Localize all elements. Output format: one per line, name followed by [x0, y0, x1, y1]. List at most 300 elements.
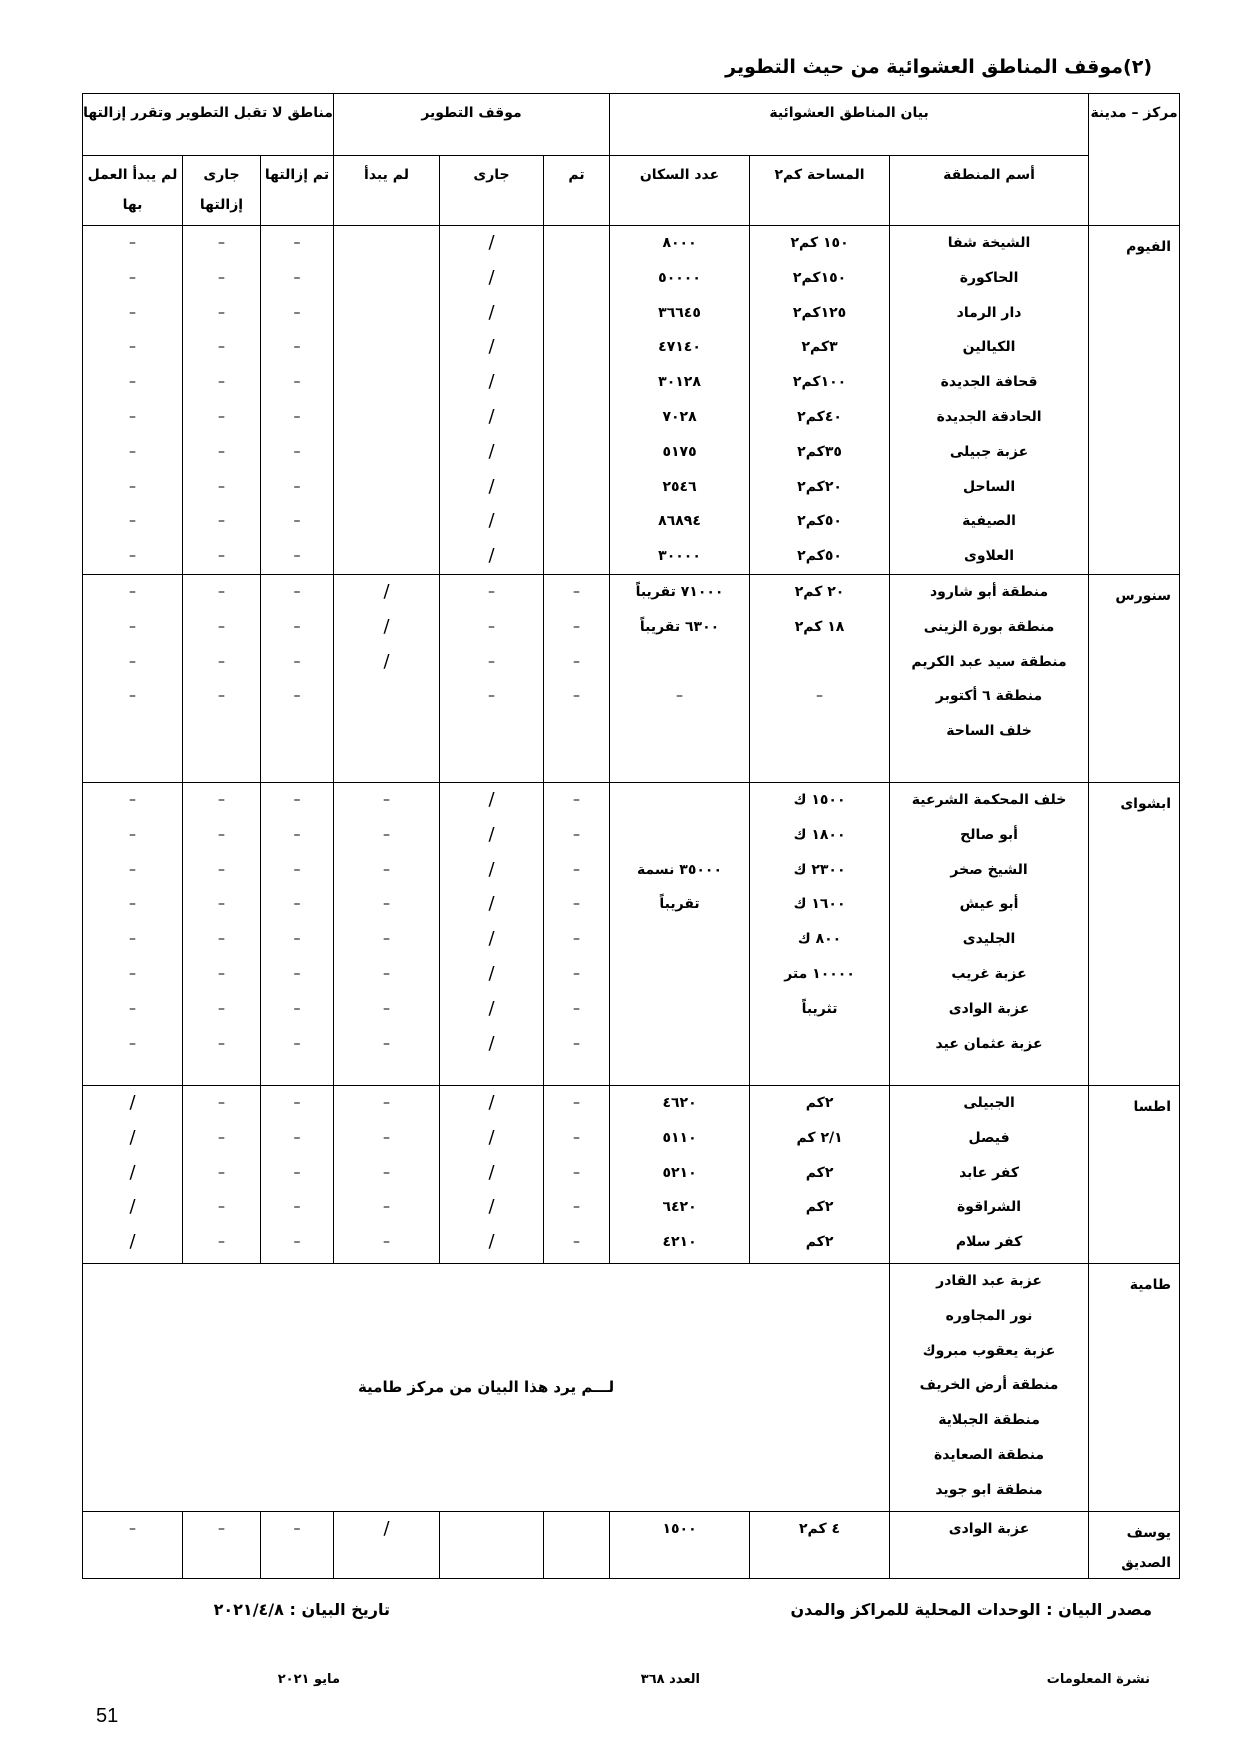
cell-removed: – [293, 235, 301, 251]
cell-work_not_started: – [129, 896, 136, 913]
header-not-developable: مناطق لا تقبل التطوير وتقرر إزالتها [83, 94, 334, 156]
cell-ongoing: / [488, 336, 495, 358]
cell-done: – [573, 896, 581, 913]
cell-work_not_started: – [129, 618, 136, 635]
work-not-started-column [83, 1511, 183, 1578]
cell-work_not_started: – [129, 443, 136, 460]
area-size-column [750, 574, 890, 782]
cell-done: – [573, 861, 581, 878]
cell-removed: – [293, 653, 301, 670]
cell-done: – [573, 1094, 581, 1111]
cell-areas: ١٦٠٠ ك [793, 896, 846, 913]
population-column [610, 574, 750, 782]
cell-removing: – [218, 931, 225, 948]
header-slum-info: بيان المناطق العشوائية [610, 94, 1089, 156]
cell-removing: – [218, 965, 225, 982]
header-ongoing: جارى [440, 156, 544, 226]
removed-column [261, 1511, 334, 1578]
cell-removing: – [218, 1199, 225, 1216]
cell-ongoing: / [488, 1126, 495, 1148]
cell-done [544, 470, 609, 505]
cell-work_not_started: – [129, 478, 136, 495]
work-not-started-column [83, 574, 183, 782]
cell-not_started [334, 470, 439, 505]
cell-not_started: – [383, 826, 390, 843]
cell-areas: ٤٠كم٢ [797, 408, 842, 425]
area-name-column [890, 574, 1089, 782]
cell-not_started [334, 365, 439, 400]
cell-areas: ٢كم [805, 1234, 834, 1251]
cell-areas: ٤ كم٢ [799, 1520, 841, 1537]
cell-done [544, 435, 609, 470]
cell-pops: ٤٦٢٠ [662, 1094, 697, 1111]
area-size-column [750, 226, 890, 575]
cell-work_not_started: – [129, 826, 136, 843]
cell-ongoing [440, 1512, 543, 1547]
cell-removed: – [293, 583, 301, 600]
header-removed: تم إزالتها [261, 156, 334, 226]
cell-ongoing: / [488, 1091, 495, 1113]
cell-areas [750, 714, 889, 749]
cell-areas [750, 1027, 889, 1062]
cell-names: منطقة أبو شارود [929, 583, 1049, 600]
not-started-column [334, 1511, 440, 1578]
group-sinnuris [83, 574, 1180, 782]
cell-names: الصيفية [962, 513, 1016, 530]
cell-areas: ٥٠كم٢ [797, 513, 842, 530]
cell-removed: – [293, 408, 301, 425]
cell-removing: – [218, 374, 225, 391]
cell-names: عزبة الوادى [948, 1000, 1030, 1017]
group-ibshaway [83, 782, 1180, 1085]
cell-removed: – [293, 688, 301, 705]
cell-pops: ٥١١٠ [662, 1129, 697, 1146]
area-name-column [890, 1511, 1089, 1578]
cell-removing: – [218, 653, 225, 670]
not-started-column [334, 782, 440, 1085]
cell-names: نور المجاوره [945, 1307, 1033, 1324]
cell-done [544, 261, 609, 296]
cell-done: – [573, 583, 581, 600]
cell-work_not_started: – [129, 861, 136, 878]
cell-areas: ٢كم [805, 1094, 834, 1111]
area-size-column [750, 1085, 890, 1263]
cell-pops: ٥٠٠٠٠ [658, 269, 701, 286]
cell-pops [610, 783, 749, 818]
cell-names: العلاوى [963, 548, 1015, 565]
cell-areas: ١٨٠٠ ك [793, 826, 846, 843]
cell-removed: – [293, 339, 301, 356]
cell-removed: – [293, 1035, 301, 1052]
cell-areas: تثريباً [801, 1000, 838, 1017]
cell-removing: – [218, 408, 225, 425]
cell-pops: ٤٢١٠ [662, 1234, 697, 1251]
group-fayoum [83, 226, 1180, 575]
cell-ongoing: / [488, 232, 495, 253]
city-cell: ابشواى [1089, 782, 1180, 1085]
cell-removed [261, 714, 333, 749]
cell-removed: – [293, 1129, 301, 1146]
cell-ongoing: / [488, 545, 495, 567]
cell-removing: – [218, 1094, 225, 1111]
cell-work_not_started: / [129, 1091, 136, 1113]
cell-work_not_started: – [129, 965, 136, 982]
cell-not_started [334, 539, 439, 574]
cell-not_started: – [383, 896, 390, 913]
cell-work_not_started: – [129, 408, 136, 425]
city-cell: اطسا [1089, 1085, 1180, 1263]
cell-pops: ٣٦٦٤٥ [658, 304, 701, 321]
cell-pops: ٤٧١٤٠ [658, 339, 701, 356]
cell-ongoing: / [488, 371, 495, 393]
page-number: 51 [96, 1705, 119, 1727]
cell-removed: – [293, 374, 301, 391]
cell-not_started: – [383, 861, 390, 878]
cell-ongoing: / [488, 858, 495, 880]
cell-work_not_started: / [129, 1126, 136, 1148]
cell-areas: – [816, 688, 824, 705]
cell-removed: – [293, 478, 301, 495]
group-yusuf [83, 1511, 1180, 1578]
removing-column [183, 574, 261, 782]
cell-areas: ١٨ كم٢ [794, 618, 845, 635]
cell-names: أبو عيش [959, 896, 1019, 913]
ongoing-column [440, 226, 544, 575]
header-done: تم [544, 156, 610, 226]
cell-removing: – [218, 269, 225, 286]
cell-done: – [573, 1234, 581, 1251]
cell-work_not_started: – [129, 513, 136, 530]
cell-removed: – [293, 931, 301, 948]
cell-not_started: – [383, 1234, 390, 1251]
city-cell: يوسف الصديق [1089, 1511, 1180, 1578]
removed-column [261, 226, 334, 575]
cell-done [544, 714, 609, 749]
cell-work_not_started: / [129, 1161, 136, 1183]
cell-removed: – [293, 791, 301, 808]
cell-removed: – [293, 1000, 301, 1017]
done-column [544, 574, 610, 782]
cell-removed: – [293, 861, 301, 878]
cell-done: – [573, 1199, 581, 1216]
cell-removed: – [293, 965, 301, 982]
cell-ongoing: / [488, 893, 495, 915]
cell-names: أبو صالح [960, 826, 1018, 843]
cell-ongoing: / [488, 788, 495, 810]
cell-names: منطقة أرض الخريف [919, 1377, 1059, 1394]
header-dev-status: موقف التطوير [334, 94, 610, 156]
cell-pops: ٨٦٨٩٤ [658, 513, 701, 530]
cell-pops [610, 818, 749, 853]
cell-pops [610, 992, 749, 1027]
data-date: تاريخ البيان : ٢٠٢١/٤/٨ [213, 1600, 390, 1619]
issue-month: مايو ٢٠٢١ [277, 1672, 340, 1687]
cell-names: فيصل [968, 1129, 1010, 1146]
cell-names: عزبة عبد القادر [936, 1272, 1042, 1289]
cell-pops [610, 714, 749, 749]
cell-removing: – [218, 235, 225, 251]
city-cell: الفيوم [1089, 226, 1180, 575]
cell-pops: ٣٥٠٠٠ نسمة [637, 861, 723, 878]
cell-not_started [334, 226, 439, 261]
cell-not_started: – [383, 791, 390, 808]
cell-names: منطقة سيد عبد الكريم [911, 653, 1067, 670]
cell-names: الشيخة شفا [947, 235, 1031, 251]
cell-removed: – [293, 618, 301, 635]
ongoing-column [440, 574, 544, 782]
cell-work_not_started: – [129, 688, 136, 705]
cell-areas: ١٠٠٠٠ متر [784, 965, 855, 982]
cell-ongoing: / [488, 962, 495, 984]
removed-column [261, 1085, 334, 1263]
cell-pops [610, 1027, 749, 1062]
removing-column [183, 782, 261, 1085]
cell-removing: – [218, 791, 225, 808]
cell-done: – [573, 826, 581, 843]
work-not-started-column [83, 226, 183, 575]
cell-names: الساحل [962, 478, 1016, 495]
cell-done: – [573, 653, 581, 670]
cell-names: كفر سلام [955, 1234, 1023, 1251]
cell-work_not_started [83, 714, 182, 749]
cell-removing: – [218, 1164, 225, 1181]
cell-names: دار الرماد [956, 304, 1022, 321]
cell-work_not_started: – [129, 583, 136, 600]
cell-names: الكيالين [962, 339, 1016, 356]
cell-pops: ١٥٠٠ [662, 1520, 697, 1537]
page-title: (٢)موقف المناطق العشوائية من حيث التطوير [725, 56, 1152, 78]
data-source: مصدر البيان : الوحدات المحلية للمراكز والمدن [790, 1600, 1152, 1619]
cell-names: الشراقوة [957, 1199, 1022, 1216]
cell-done [544, 365, 609, 400]
cell-pops: تقريباً [659, 896, 700, 913]
cell-work_not_started: – [129, 1000, 136, 1017]
cell-done [544, 1512, 609, 1547]
cell-pops: ٨٠٠٠ [662, 235, 697, 251]
cell-removing: – [218, 513, 225, 530]
population-column [610, 782, 750, 1085]
cell-names: عزبة يعقوب مبروك [922, 1342, 1056, 1359]
cell-names: منطقة ٦ أكتوبر [935, 688, 1043, 705]
cell-work_not_started: – [129, 548, 136, 565]
cell-not_started [334, 400, 439, 435]
cell-ongoing: / [488, 301, 495, 323]
cell-ongoing: / [488, 440, 495, 462]
cell-areas: ٢كم [805, 1164, 834, 1181]
cell-ongoing: / [488, 1032, 495, 1054]
cell-names: الجليدى [962, 931, 1016, 948]
population-column [610, 1085, 750, 1263]
cell-removing: – [218, 478, 225, 495]
group-tamiya [83, 1263, 1180, 1511]
cell-ongoing: / [488, 510, 495, 532]
cell-work_not_started: – [129, 269, 136, 286]
cell-work_not_started: / [129, 1231, 136, 1253]
cell-pops: ٣٠٠٠٠ [658, 548, 701, 565]
cell-names: منطقة الصعايدة [934, 1446, 1045, 1463]
done-column [544, 226, 610, 575]
cell-areas: ٥٠كم٢ [797, 548, 842, 565]
cell-names: خلف المحكمة الشرعية [911, 791, 1067, 808]
cell-pops: ٦٤٢٠ [662, 1199, 697, 1216]
cell-work_not_started: – [129, 235, 136, 251]
cell-ongoing: / [488, 1161, 495, 1183]
cell-pops: ٧٠٢٨ [662, 408, 697, 425]
cell-areas: ٣كم٢ [801, 339, 838, 356]
not-started-column [334, 226, 440, 575]
cell-done: – [573, 791, 581, 808]
cell-pops [610, 645, 749, 680]
cell-removed: – [293, 1520, 301, 1537]
cell-ongoing: / [488, 475, 495, 497]
cell-areas: ١٥٠ كم٢ [790, 235, 849, 251]
cell-not_started [334, 504, 439, 539]
cell-not_started: – [383, 1094, 390, 1111]
header-removing: جارى إزالتها [183, 156, 261, 226]
cell-areas [750, 645, 889, 680]
cell-not_started: / [383, 615, 390, 637]
cell-areas: ٨٠٠ ك [797, 931, 842, 948]
cell-not_started [334, 679, 439, 714]
cell-pops: ٥٢١٠ [662, 1164, 697, 1181]
population-column [610, 226, 750, 575]
cell-areas: ٢كم [805, 1199, 834, 1216]
cell-done [544, 296, 609, 331]
area-name-column [890, 1263, 1089, 1511]
cell-pops: – [676, 688, 684, 705]
area-size-column [750, 1511, 890, 1578]
cell-done: – [573, 1129, 581, 1146]
cell-work_not_started: – [129, 1520, 136, 1537]
cell-areas: ٣٥كم٢ [797, 443, 842, 460]
city-cell: سنورس [1089, 574, 1180, 782]
header-area-name: أسم المنطقة [890, 156, 1089, 226]
cell-removing: – [218, 1234, 225, 1251]
cell-names: عزبة غريب [951, 965, 1027, 982]
cell-areas: ٢٣٠٠ ك [793, 861, 846, 878]
cell-removing: – [218, 304, 225, 321]
cell-areas: ١٥٠٠ ك [793, 791, 846, 808]
cell-ongoing [440, 714, 543, 749]
cell-not_started: / [383, 580, 390, 602]
cell-ongoing: / [488, 823, 495, 845]
cell-removing: – [218, 688, 225, 705]
cell-done: – [573, 1164, 581, 1181]
cell-not_started: / [383, 1517, 390, 1539]
cell-names: منطقة بورة الزينى [923, 618, 1055, 635]
ongoing-column [440, 1511, 544, 1578]
city-cell: طامية [1089, 1263, 1180, 1511]
cell-names: عزبة جبيلى [949, 443, 1029, 460]
cell-ongoing: / [488, 928, 495, 950]
cell-areas: ٢٠ كم٢ [794, 583, 845, 600]
cell-removing: – [218, 1035, 225, 1052]
cell-pops [610, 922, 749, 957]
area-name-column [890, 782, 1089, 1085]
removing-column [183, 1085, 261, 1263]
cell-removed: – [293, 1199, 301, 1216]
work-not-started-column [83, 1085, 183, 1263]
header-population: عدد السكان [610, 156, 750, 226]
cell-removed: – [293, 826, 301, 843]
cell-pops [610, 957, 749, 992]
cell-not_started: – [383, 1129, 390, 1146]
cell-not_started: – [383, 965, 390, 982]
cell-done: – [573, 618, 581, 635]
cell-removing: – [218, 1129, 225, 1146]
cell-names: منطقة الجبلاية [938, 1412, 1040, 1429]
not-started-column [334, 1085, 440, 1263]
cell-removing: – [218, 1520, 225, 1537]
cell-removed: – [293, 269, 301, 286]
cell-done: – [573, 1035, 581, 1052]
cell-ongoing: – [488, 618, 496, 635]
missing-data-notice: لـــم يرد هذا البيان من مركز طامية [83, 1263, 890, 1511]
cell-areas: ١٢٥كم٢ [792, 304, 847, 321]
cell-not_started [334, 714, 439, 749]
cell-areas: ٢/١ كم [796, 1129, 843, 1146]
cell-pops: ٦٣٠٠ تقريباً [639, 618, 720, 635]
cell-names: الجبيلى [963, 1094, 1015, 1111]
cell-done: – [573, 688, 581, 705]
cell-done [544, 330, 609, 365]
cell-not_started [334, 330, 439, 365]
population-column [610, 1511, 750, 1578]
cell-removing: – [218, 618, 225, 635]
cell-names: خلف الساحة [946, 723, 1032, 740]
header-work-not-started: لم يبدأ العمل بها [83, 156, 183, 226]
cell-removed: – [293, 513, 301, 530]
cell-removing: – [218, 583, 225, 600]
cell-pops: ٣٠١٢٨ [658, 374, 701, 391]
cell-work_not_started: – [129, 653, 136, 670]
header-not-started: لم يبدأ [334, 156, 440, 226]
cell-pops: ٢٥٤٦ [662, 478, 697, 495]
removed-column [261, 574, 334, 782]
cell-removed: – [293, 1164, 301, 1181]
done-column [544, 782, 610, 1085]
cell-areas: ١٥٠كم٢ [792, 269, 847, 286]
cell-names: الحاكورة [959, 269, 1019, 286]
cell-ongoing: / [488, 266, 495, 288]
cell-done [544, 400, 609, 435]
area-name-column [890, 226, 1089, 575]
cell-ongoing: / [488, 1231, 495, 1253]
cell-removing: – [218, 339, 225, 356]
cell-pops: ٥١٧٥ [662, 443, 697, 460]
cell-removed: – [293, 1094, 301, 1111]
cell-removed: – [293, 896, 301, 913]
cell-removed: – [293, 304, 301, 321]
cell-work_not_started: – [129, 374, 136, 391]
removing-column [183, 1511, 261, 1578]
header-center: مركز – مدينة [1089, 94, 1180, 226]
cell-removing: – [218, 896, 225, 913]
cell-work_not_started: / [129, 1196, 136, 1218]
cell-areas: ٢٠كم٢ [797, 478, 842, 495]
work-not-started-column [83, 782, 183, 1085]
cell-names: عزبة الوادى [948, 1520, 1030, 1537]
cell-done: – [573, 1000, 581, 1017]
cell-names: الحادقة الجديدة [936, 408, 1042, 425]
header-area-size: المساحة كم٢ [750, 156, 890, 226]
ongoing-column [440, 782, 544, 1085]
cell-not_started [334, 296, 439, 331]
cell-not_started [334, 435, 439, 470]
done-column [544, 1511, 610, 1578]
area-size-column [750, 782, 890, 1085]
cell-names: الشيخ صخر [950, 861, 1028, 878]
